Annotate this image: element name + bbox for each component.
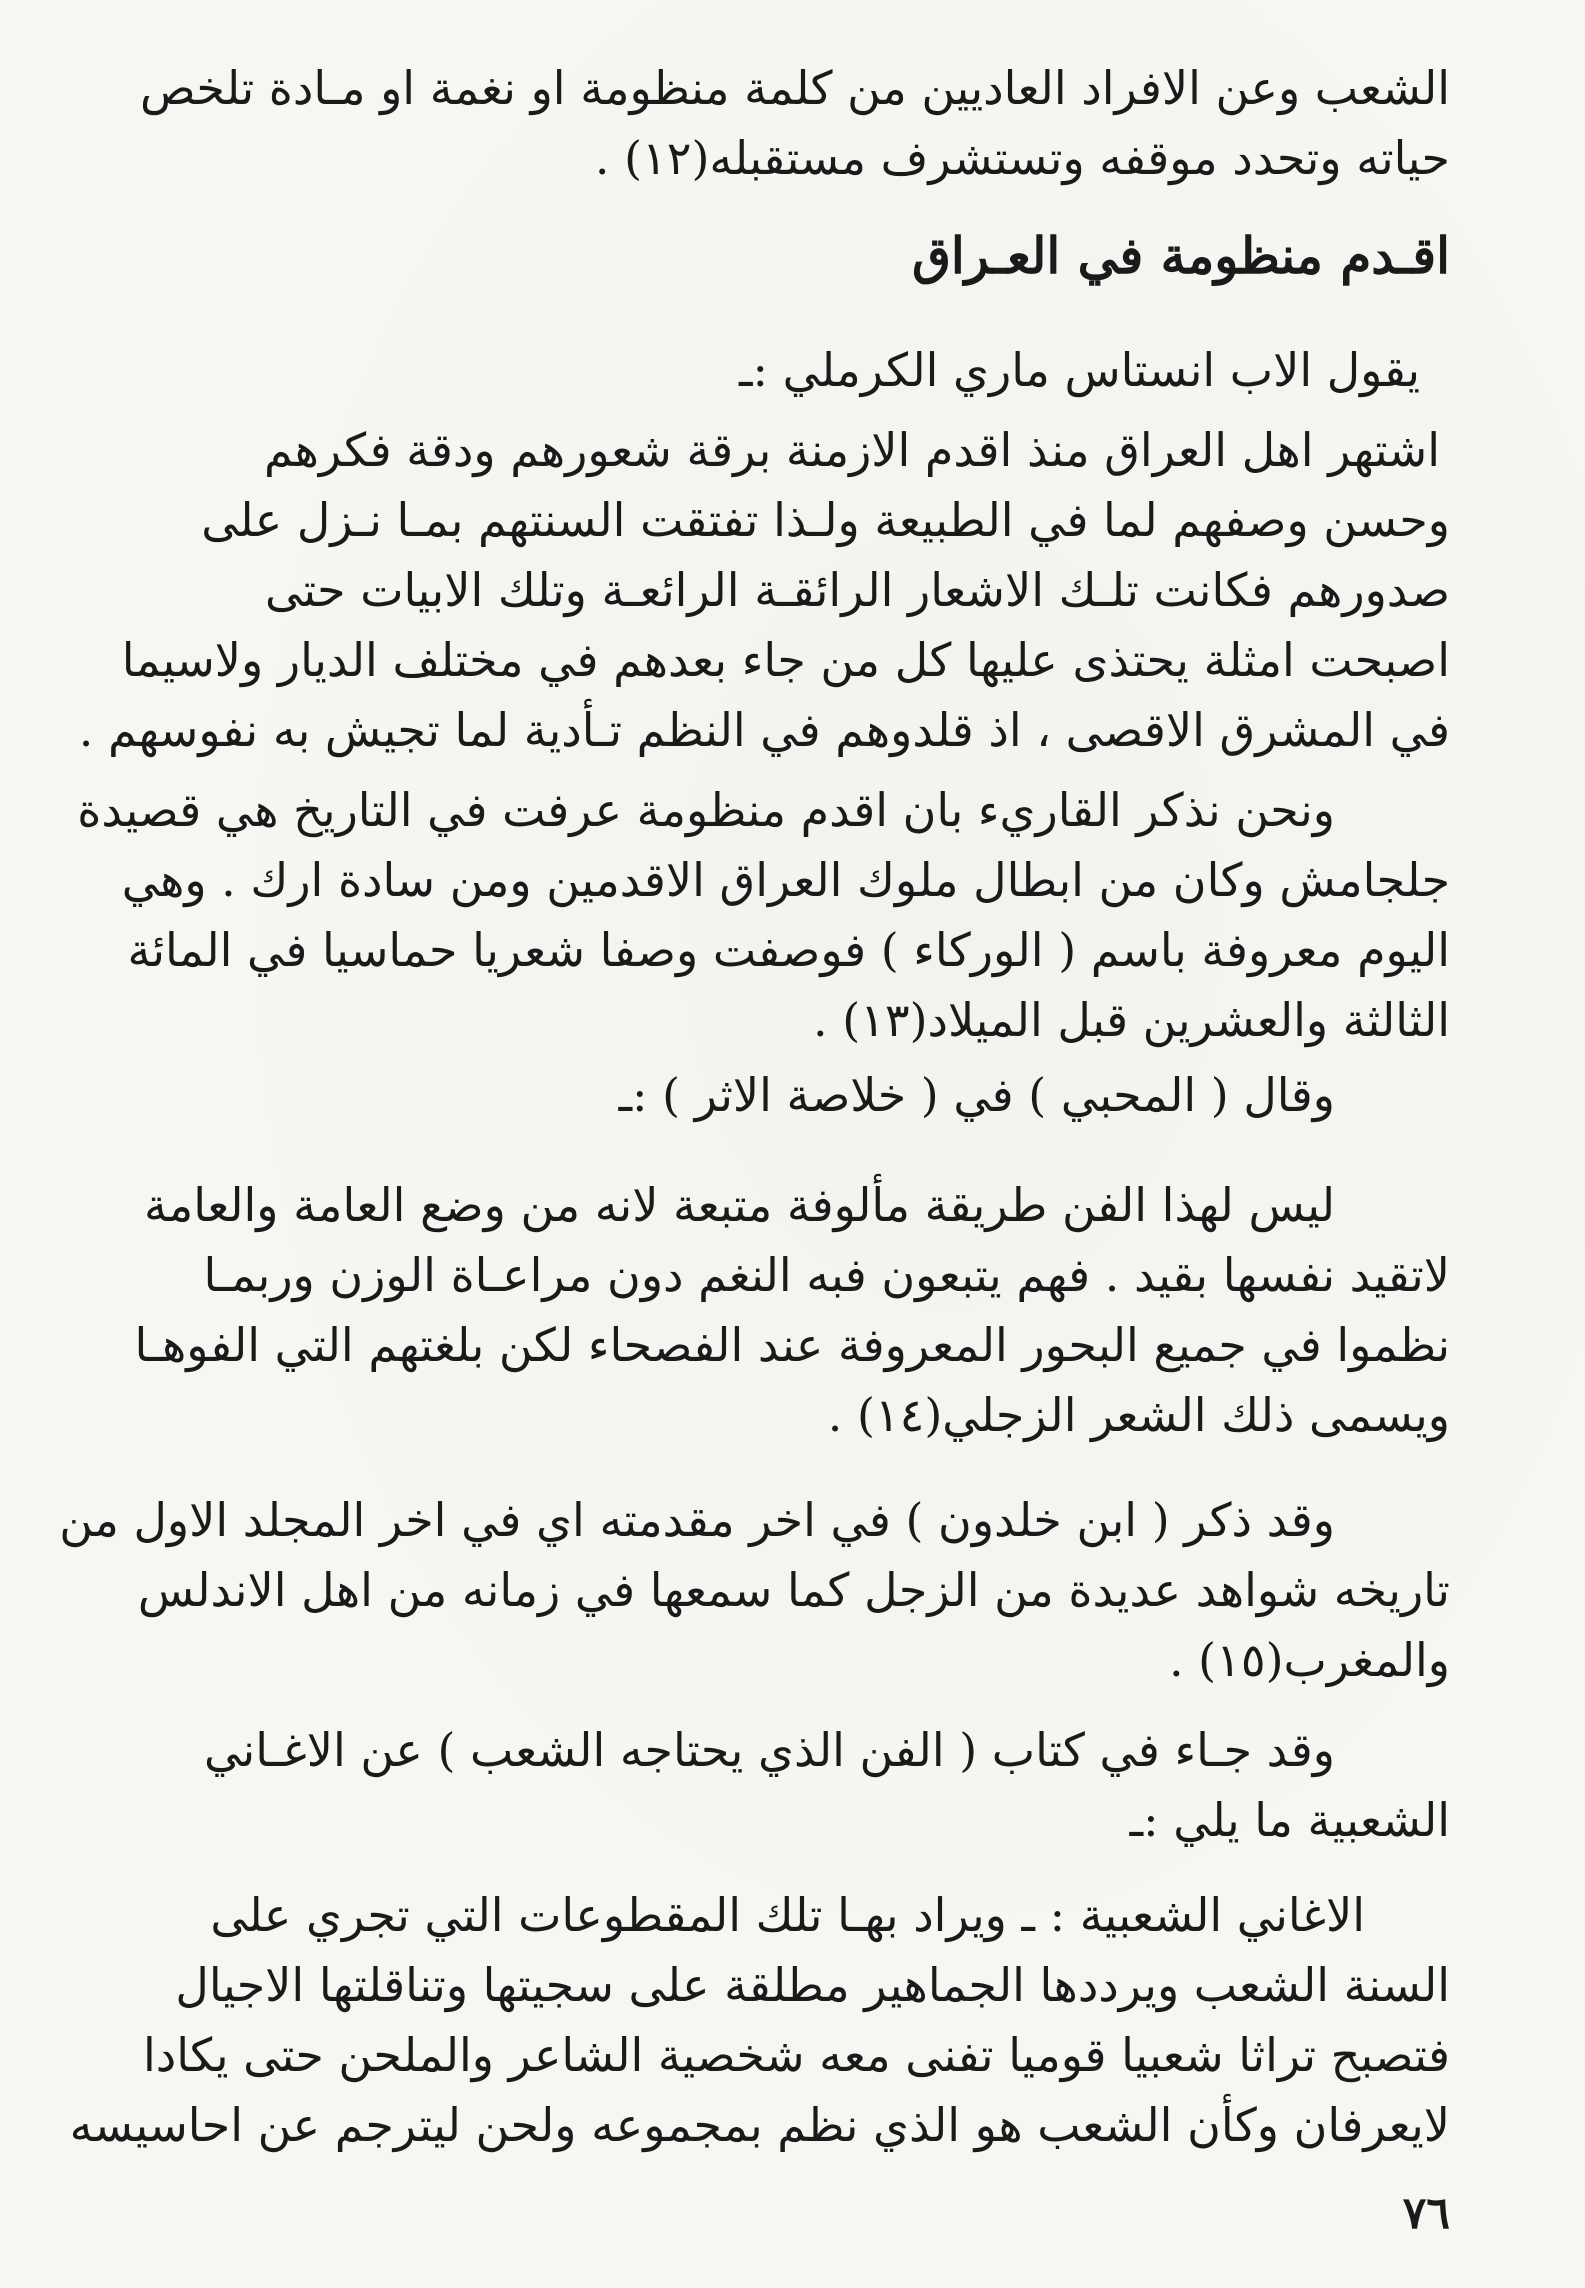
text-line: الشعبية ما يلي :ـ xyxy=(1129,1793,1450,1847)
text-line: ليس لهذا الفن طريقة مألوفة متبعة لانه من وضع العامة والعامة xyxy=(144,1178,1335,1232)
text-line: وحسن وصفهم لما في الطبيعة ولـذا تفتقت السنتهم بمـا نـزل على xyxy=(201,493,1450,547)
text-line: وقد ذكر ( ابن خلدون ) في اخر مقدمته اي في اخر المجلد الاول من xyxy=(59,1493,1335,1547)
text-line: الشعب وعن الافراد العاديين من كلمة منظومة او نغمة او مـادة تلخص xyxy=(140,61,1450,115)
text-line: اشتهر اهل العراق منذ اقدم الازمنة برقة شعورهم ودقة فكرهم xyxy=(264,423,1440,477)
text-line: الثالثة والعشرين قبل الميلاد(١٣) . xyxy=(812,993,1450,1047)
text-line: الاغاني الشعبية : ـ ويراد بهـا تلك المقطوعات التي تجري على xyxy=(210,1888,1365,1942)
text-line: ونحن نذكر القاريء بان اقدم منظومة عرفت في التاريخ هي قصيدة xyxy=(77,783,1335,837)
page-number: ٧٦ xyxy=(1402,2188,1450,2239)
text-line: لايعرفان وكأن الشعب هو الذي نظم بمجموعه ولحن ليترجم عن احاسيسه xyxy=(69,2098,1450,2152)
text-line: في المشرق الاقصى ، اذ قلدوهم في النظم تـأدية لما تجيش به نفوسهم . xyxy=(78,703,1450,757)
text-line: صدورهم فكانت تلـك الاشعار الرائقـة الرائعـة وتلك الابيات حتى xyxy=(264,563,1450,617)
text-line: يقول الاب انستاس ماري الكرملي :ـ xyxy=(739,343,1420,397)
text-line: اصبحت امثلة يحتذى عليها كل من جاء بعدهم في مختلف الديار ولاسيما xyxy=(121,633,1450,687)
text-line: وقال ( المحبي ) في ( خلاصة الاثر ) :ـ xyxy=(618,1068,1335,1122)
text-line: والمغرب(١٥) . xyxy=(1168,1633,1450,1687)
text-line: ويسمى ذلك الشعر الزجلي(١٤) . xyxy=(827,1388,1450,1442)
text-line: فتصبح تراثا شعبيا قوميا تفنى معه شخصية الشاعر والملحن حتى يكادا xyxy=(143,2028,1450,2082)
text-line: اليوم معروفة باسم ( الوركاء ) فوصفت وصفا شعريا حماسيا في المائة xyxy=(127,923,1450,977)
text-line: حياته وتحدد موقفه وتستشرف مستقبله(١٢) . xyxy=(594,131,1450,185)
section-heading: اقـدم منظومة في العـراق xyxy=(912,226,1450,285)
text-line: لاتقيد نفسها بقيد . فهم يتبعون فبه النغم دون مراعـاة الوزن وربمـا xyxy=(203,1248,1450,1302)
text-line: السنة الشعب ويرددها الجماهير مطلقة على سجيتها وتناقلتها الاجيال xyxy=(175,1958,1450,2012)
text-line: وقد جـاء في كتاب ( الفن الذي يحتاجه الشعب ) عن الاغـاني xyxy=(204,1723,1335,1777)
text-line: تاريخه شواهد عديدة من الزجل كما سمعها في زمانه من اهل الاندلس xyxy=(137,1563,1450,1617)
text-line: جلجامش وكان من ابطال ملوك العراق الاقدمين ومن سادة ارك . وهي xyxy=(121,853,1450,907)
text-line: نظموا في جميع البحور المعروفة عند الفصحاء لكن بلغتهم التي الفوهـا xyxy=(134,1318,1450,1372)
